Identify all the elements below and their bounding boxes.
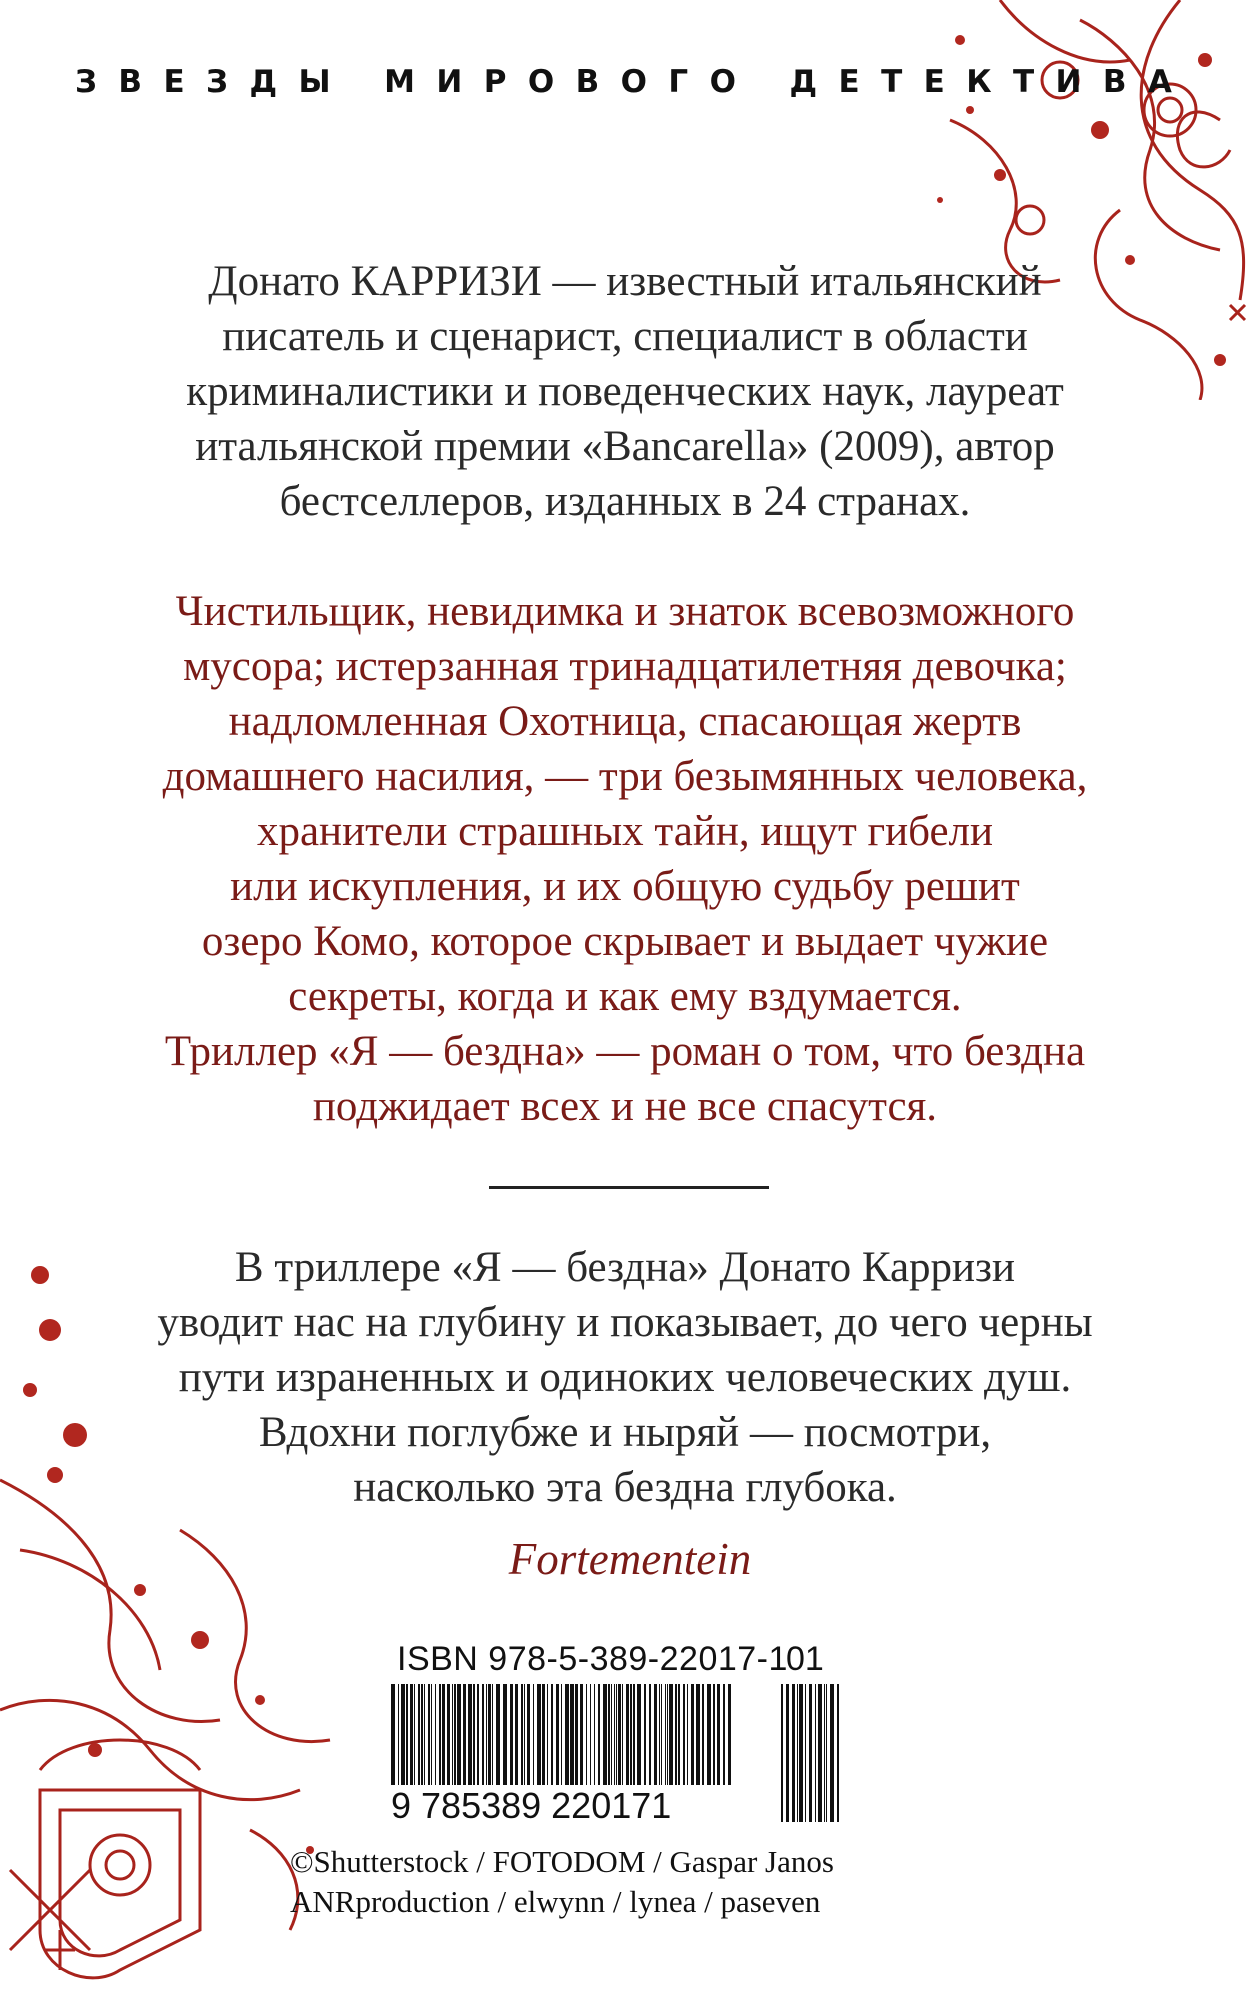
barcode-bar (626, 1684, 629, 1792)
barcode-bar (537, 1684, 541, 1792)
review-line: В триллере «Я — бездна» Донато Карризи (234, 1244, 1016, 1291)
review-quote (80, 1240, 1170, 1515)
barcode-bar (391, 1684, 395, 1792)
synopsis-line: хранители страшных тайн, ищут гибели (256, 808, 994, 855)
barcode-bar (649, 1684, 651, 1792)
barcode-bar (713, 1684, 715, 1792)
barcode-bar (524, 1684, 525, 1792)
author-bio-line: криминалистики и поведенческих наук, лауреат (186, 368, 1064, 415)
barcode-bar (421, 1684, 423, 1792)
barcode-bar (463, 1684, 466, 1792)
barcode-bar (398, 1684, 399, 1792)
barcode-bar (644, 1684, 646, 1792)
barcode-bar (805, 1684, 806, 1822)
barcode-digits: 9 785389 220171 (391, 1785, 731, 1827)
barcode-bar (678, 1684, 680, 1792)
review-line: пути израненных и одиноких человеческих душ. (178, 1354, 1072, 1401)
barcode-bar (424, 1684, 425, 1792)
isbn-barcode (391, 1640, 841, 1826)
barcode-bar (792, 1684, 795, 1822)
barcode-bar (477, 1684, 479, 1792)
author-bio-line: итальянской премии «Bancarella» (2009), автор (195, 423, 1055, 470)
barcode-bar (590, 1684, 591, 1792)
synopsis (80, 584, 1170, 1134)
barcode-bar (799, 1684, 803, 1822)
barcode-bar (687, 1684, 688, 1792)
barcode-bar (454, 1684, 456, 1792)
barcode-bar (442, 1684, 445, 1792)
barcode-bar (826, 1684, 827, 1822)
barcode-bar (503, 1684, 507, 1792)
barcode-bar (410, 1684, 413, 1792)
barcode-bar (598, 1684, 600, 1792)
barcode-bar (815, 1684, 816, 1822)
barcode-bar (575, 1684, 578, 1792)
barcode-bar (723, 1684, 725, 1792)
barcode-bar (830, 1684, 834, 1822)
barcode-bar (561, 1684, 562, 1792)
synopsis-line: или искупления, и их общую судьбу решит (230, 863, 1020, 910)
series-title: ЗВЕЗДЫ МИРОВОГО ДЕТЕКТИВА (75, 64, 1194, 100)
author-bio-line: писатель и сценарист, специалист в области (222, 313, 1028, 360)
synopsis-line: Чистильщик, невидимка и знаток всевозможного (175, 588, 1075, 635)
barcode-bar (809, 1684, 812, 1822)
author-bio-line: Донато КАРРИЗИ — известный итальянский (208, 258, 1042, 305)
barcode-bar (702, 1684, 704, 1792)
barcode-bar (527, 1684, 530, 1792)
barcode-bar (654, 1684, 657, 1792)
barcode-bar (818, 1684, 822, 1822)
barcode-bar (616, 1684, 617, 1792)
barcode-bar (447, 1684, 450, 1792)
barcode-bar (580, 1684, 583, 1792)
synopsis-line: поджидает всех и не все спасутся. (312, 1083, 938, 1130)
barcode-bars (391, 1684, 731, 1792)
barcode-bar (837, 1684, 839, 1822)
review-line: насколько эта бездна глубока. (353, 1464, 897, 1511)
barcode-bar (556, 1684, 559, 1792)
barcode-bar (717, 1684, 720, 1792)
synopsis-line: надломленная Охотница, спасающая жертв (228, 698, 1022, 745)
barcode-bar (622, 1684, 623, 1792)
barcode-bar (431, 1684, 432, 1792)
barcode-bar (667, 1684, 668, 1792)
barcode-bar (659, 1684, 660, 1792)
barcode-bar (594, 1684, 595, 1792)
barcode-bar (683, 1684, 685, 1792)
barcode-bar (586, 1684, 587, 1792)
barcode-bar (542, 1684, 545, 1792)
barcode-bar (510, 1684, 513, 1792)
barcode-bar (401, 1684, 405, 1792)
barcode-bar (492, 1684, 493, 1792)
barcode-bar (696, 1684, 700, 1792)
barcode-bar (496, 1684, 500, 1792)
barcode-bar (637, 1684, 641, 1792)
barcode-bar (781, 1684, 783, 1822)
barcode-bar (457, 1684, 461, 1792)
author-bio-line: бестселлеров, изданных в 24 странах. (279, 478, 971, 525)
review-line: уводит нас на глубину и показывает, до чего черны (157, 1299, 1093, 1346)
synopsis-line: озеро Комо, которое скрывает и выдает чужие (201, 918, 1049, 965)
barcode-bar (551, 1684, 553, 1792)
barcode-bar (452, 1684, 453, 1792)
credits-line: ANRproduction / elwynn / lynea / paseven (290, 1884, 821, 1919)
barcode-bar (661, 1684, 662, 1792)
barcode-bar (786, 1684, 789, 1822)
barcode-addon-bars (781, 1684, 841, 1822)
barcode-bar (611, 1684, 612, 1792)
synopsis-line: домашнего насилия, — три безымянных человека, (162, 753, 1088, 800)
barcode-bar (691, 1684, 694, 1792)
barcode-bar (633, 1684, 635, 1792)
synopsis-line: секреты, когда и как ему вздумается. (288, 973, 962, 1020)
barcode-bar (482, 1684, 484, 1792)
barcode-bar (488, 1684, 491, 1792)
barcode-bar (473, 1684, 475, 1792)
photo-credits (290, 1842, 970, 1922)
barcode-bar (707, 1684, 711, 1792)
barcode-bar (439, 1684, 441, 1792)
barcode-bar (675, 1684, 677, 1792)
synopsis-line: мусора; истерзанная тринадцатилетняя девочка; (183, 643, 1067, 690)
barcode-bar (414, 1684, 415, 1792)
barcode-bar (515, 1684, 518, 1792)
credits-line: ©Shutterstock / FOTODOM / Gaspar Janos (290, 1844, 834, 1879)
barcode-bar (468, 1684, 472, 1792)
barcode-bar (486, 1684, 487, 1792)
review-line: Вдохни поглубже и ныряй — посмотри, (258, 1409, 992, 1456)
barcode-bar (521, 1684, 523, 1792)
barcode-bar (565, 1684, 569, 1792)
barcode-bar (669, 1684, 673, 1792)
barcode-bar (728, 1684, 731, 1792)
barcode-bar (614, 1684, 615, 1792)
barcode-bar (608, 1684, 610, 1792)
barcode-bar (418, 1684, 420, 1792)
review-signature: Fortementein (508, 1534, 752, 1584)
isbn-label: ISBN 978-5-389-22017-1 (397, 1640, 788, 1678)
barcode-bar (665, 1684, 666, 1792)
barcode-bar (428, 1684, 430, 1792)
barcode-bar (435, 1684, 436, 1792)
barcode-bar (618, 1684, 621, 1792)
isbn-addon-code: 01 (786, 1640, 824, 1678)
author-bio (80, 254, 1170, 529)
barcode-bar (533, 1684, 534, 1792)
barcode-bar (824, 1684, 825, 1822)
barcode-bar (603, 1684, 607, 1792)
barcode-bar (630, 1684, 632, 1792)
barcode-bar (547, 1684, 548, 1792)
barcode-bar (406, 1684, 408, 1792)
barcode-bar (570, 1684, 574, 1792)
barcode-bar (797, 1684, 798, 1822)
section-divider (489, 1186, 769, 1189)
synopsis-line: Триллер «Я — бездна» — роман о том, что бездна (164, 1028, 1086, 1075)
